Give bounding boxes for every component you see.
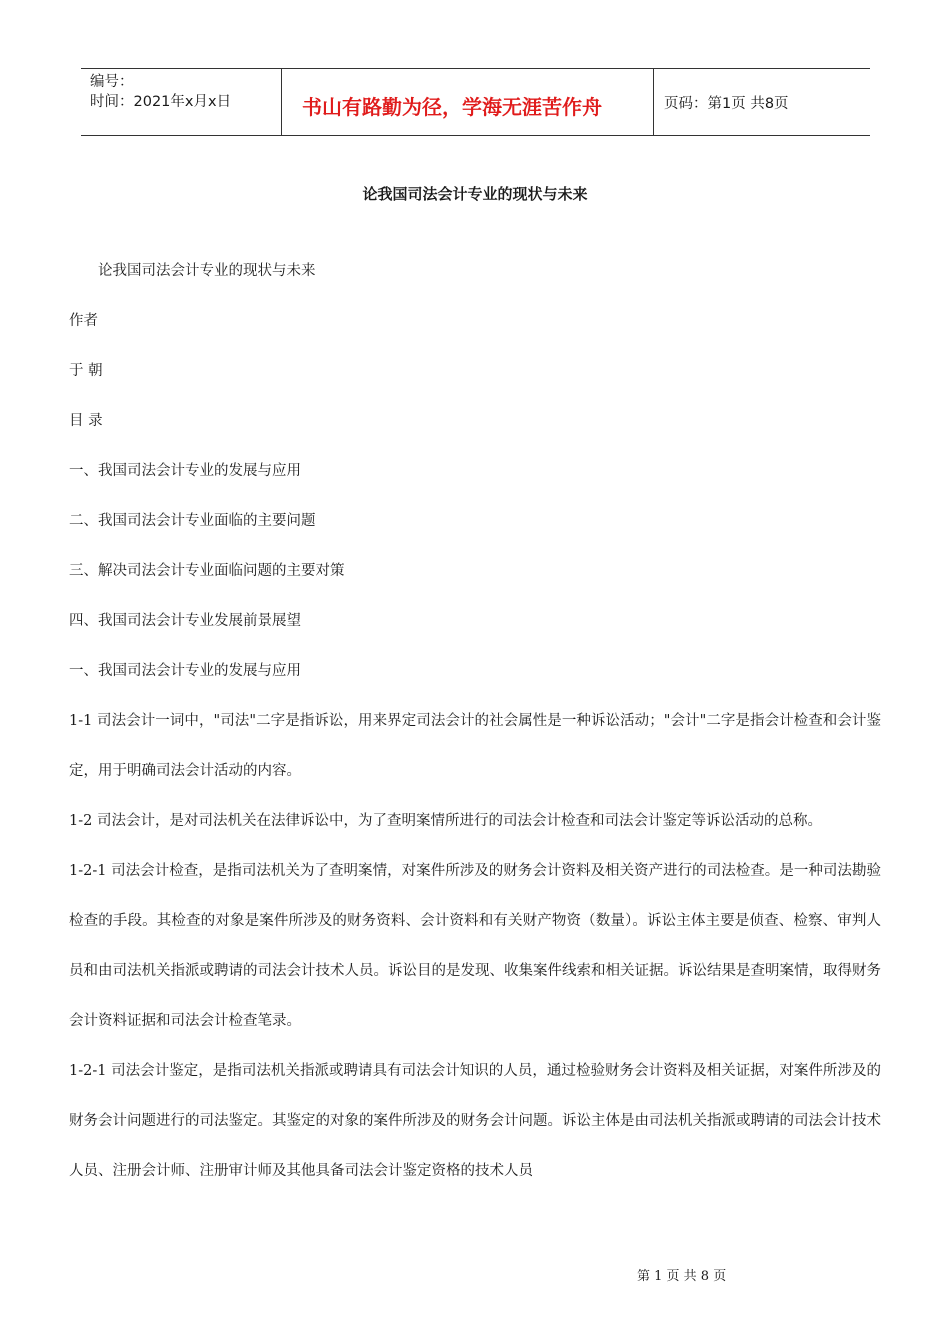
toc-item: 一、我国司法会计专业的发展与应用 bbox=[69, 463, 301, 479]
body-paragraph: 1-2-1 司法会计鉴定，是指司法机关指派或聘请具有司法会计知识的人员，通过检验财务会计资料及相关证据，对案件所涉及的财务会计问题进行的司法鉴定。其鉴定的对象的案件所涉及的财务会计问题。诉讼主体是由司法机关指派或聘请的司法会计技术人员、注册会计师、注册审计师及其他具备司法会计鉴定资格的技术人员 bbox=[69, 1063, 881, 1179]
page-footer: 第 1 页 共 8 页 bbox=[637, 1269, 727, 1284]
motto-text: 书山有路勤为径，学海无涯苦作舟 bbox=[302, 94, 602, 119]
body-paragraph: 1-2-1 司法会计检查，是指司法机关为了查明案情，对案件所涉及的财务会计资料及相关资产进行的司法检查。是一种司法勘验检查的手段。其检查的对象是案件所涉及的财务资料、会计资料和有关财产物资（数量）。诉讼主体主要是侦查、检察、审判人员和由司法机关指派或聘请的司法会计技术人员。诉讼目的是发现、收集案件线索和相关证据。诉讼结果是查明案情，取得财务会计资料证据和司法会计检查笔录。 bbox=[69, 863, 881, 1029]
section-heading: 一、我国司法会计专业的发展与应用 bbox=[69, 663, 301, 679]
document-title: 论我国司法会计专业的现状与未来 bbox=[362, 185, 588, 203]
toc-item: 三、解决司法会计专业面临问题的主要对策 bbox=[69, 563, 345, 579]
paragraph-toc-heading: 目 录 bbox=[69, 413, 103, 429]
body-paragraph: 1-1 司法会计一词中，"司法"二字是指诉讼，用来界定司法会计的社会属性是一种诉讼活动；"会计"二字是指会计检查和会计鉴定，用于明确司法会计活动的内容。 bbox=[69, 713, 881, 779]
page-label: 页码：第1页 共8页 bbox=[664, 95, 789, 112]
header-table bbox=[81, 68, 870, 136]
paragraph-subtitle: 论我国司法会计专业的现状与未来 bbox=[98, 263, 316, 279]
header-motto-cell bbox=[282, 69, 654, 135]
paragraph-author-label: 作者 bbox=[69, 313, 98, 329]
paragraph-author-name: 于 朝 bbox=[69, 363, 103, 379]
document-body bbox=[69, 246, 881, 1196]
body-paragraph: 1-2 司法会计，是对司法机关在法律诉讼中，为了查明案情所进行的司法会计检查和司法会计鉴定等诉讼活动的总称。 bbox=[69, 813, 822, 829]
header-page-cell bbox=[654, 69, 870, 135]
toc-item: 二、我国司法会计专业面临的主要问题 bbox=[69, 513, 316, 529]
time-label: 时间：2021年x月x日 bbox=[90, 94, 232, 110]
header-meta-cell bbox=[81, 69, 282, 135]
number-label: 编号： bbox=[90, 74, 134, 90]
toc-item: 四、我国司法会计专业发展前景展望 bbox=[69, 613, 301, 629]
